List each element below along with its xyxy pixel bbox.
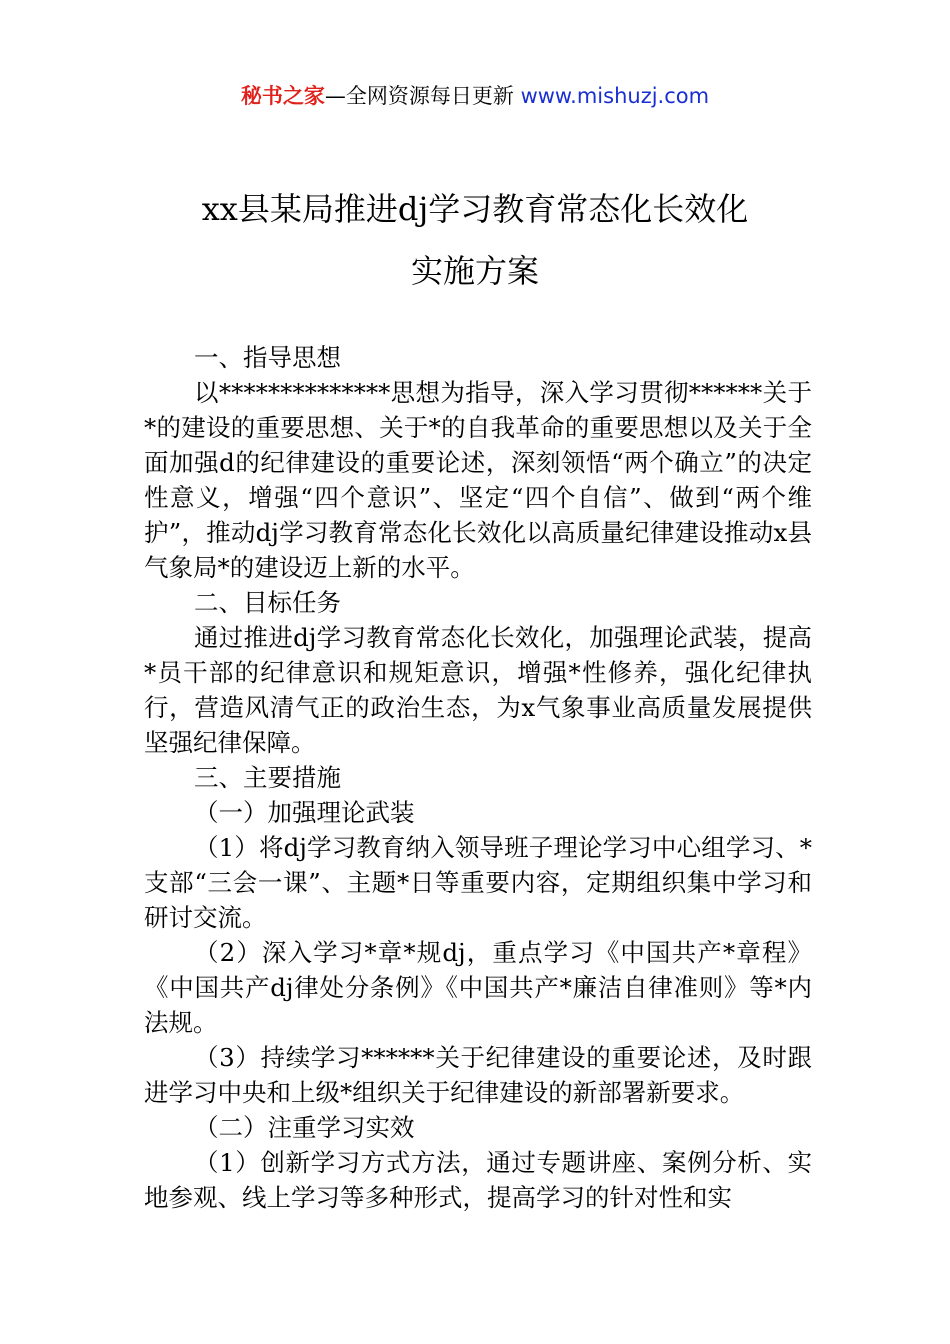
paragraph-goals: 通过推进dj学习教育常态化长效化，加强理论武装，提高*员干部的纪律意识和规矩意识，增强*性修养，强化纪律执行，营造风清气正的政治生态，为x气象事业高质量发展提供坚强纪律保障。 (144, 623, 812, 757)
subheading-theory: （一）加强理论武装 (194, 798, 415, 827)
list-item-effectiveness-1: （1）创新学习方式方法，通过专题讲座、案例分析、实地参观、线上学习等多种形式，提高学习的针对性和实 (144, 1148, 812, 1212)
list-item-theory-3: （3）持续学习******关于纪律建设的重要论述，及时跟进学习中央和上级*组织关于纪律建设的新部署新要求。 (144, 1043, 812, 1107)
document-body (144, 340, 812, 1215)
section-heading-guiding-thought: 一、指导思想 (194, 343, 341, 372)
subheading-effectiveness: （二）注重学习实效 (194, 1113, 415, 1142)
list-item-theory-2: （2）深入学习*章*规dj，重点学习《中国共产*章程》《中国共产dj律处分条例》《中国共产*廉洁自律准则》等*内法规。 (144, 938, 812, 1037)
site-brand: 秘书之家 (240, 84, 325, 108)
section-heading-measures: 三、主要措施 (194, 763, 341, 792)
paragraph-guiding-thought: 以**************思想为指导，深入学习贯彻******关于*的建设的重要思想、关于*的自我革命的重要思想以及关于全面加强d的纪律建设的重要论述，深刻领悟“两个确立”的决定性意义，增强“四个意识”、坚定“四个自信”、做到“两个维护”，推动dj学习教育常态化长效化以高质量纪律建设推动x县气象局*的建设迈上新的水平。 (144, 378, 812, 582)
title-line-2: 实施方案 (410, 252, 539, 290)
document-title (0, 178, 950, 302)
list-item-theory-1: （1）将dj学习教育纳入领导班子理论学习中心组学习、*支部“三会一课”、主题*日等重要内容，定期组织集中学习和研讨交流。 (144, 833, 812, 932)
site-url-link[interactable]: www.mishuzj.com (520, 84, 710, 108)
title-line-1: xx县某局推进dj学习教育常态化长效化 (201, 190, 749, 228)
site-header (0, 80, 950, 112)
section-heading-goals: 二、目标任务 (194, 588, 341, 617)
site-tagline: —全网资源每日更新 (324, 84, 514, 108)
